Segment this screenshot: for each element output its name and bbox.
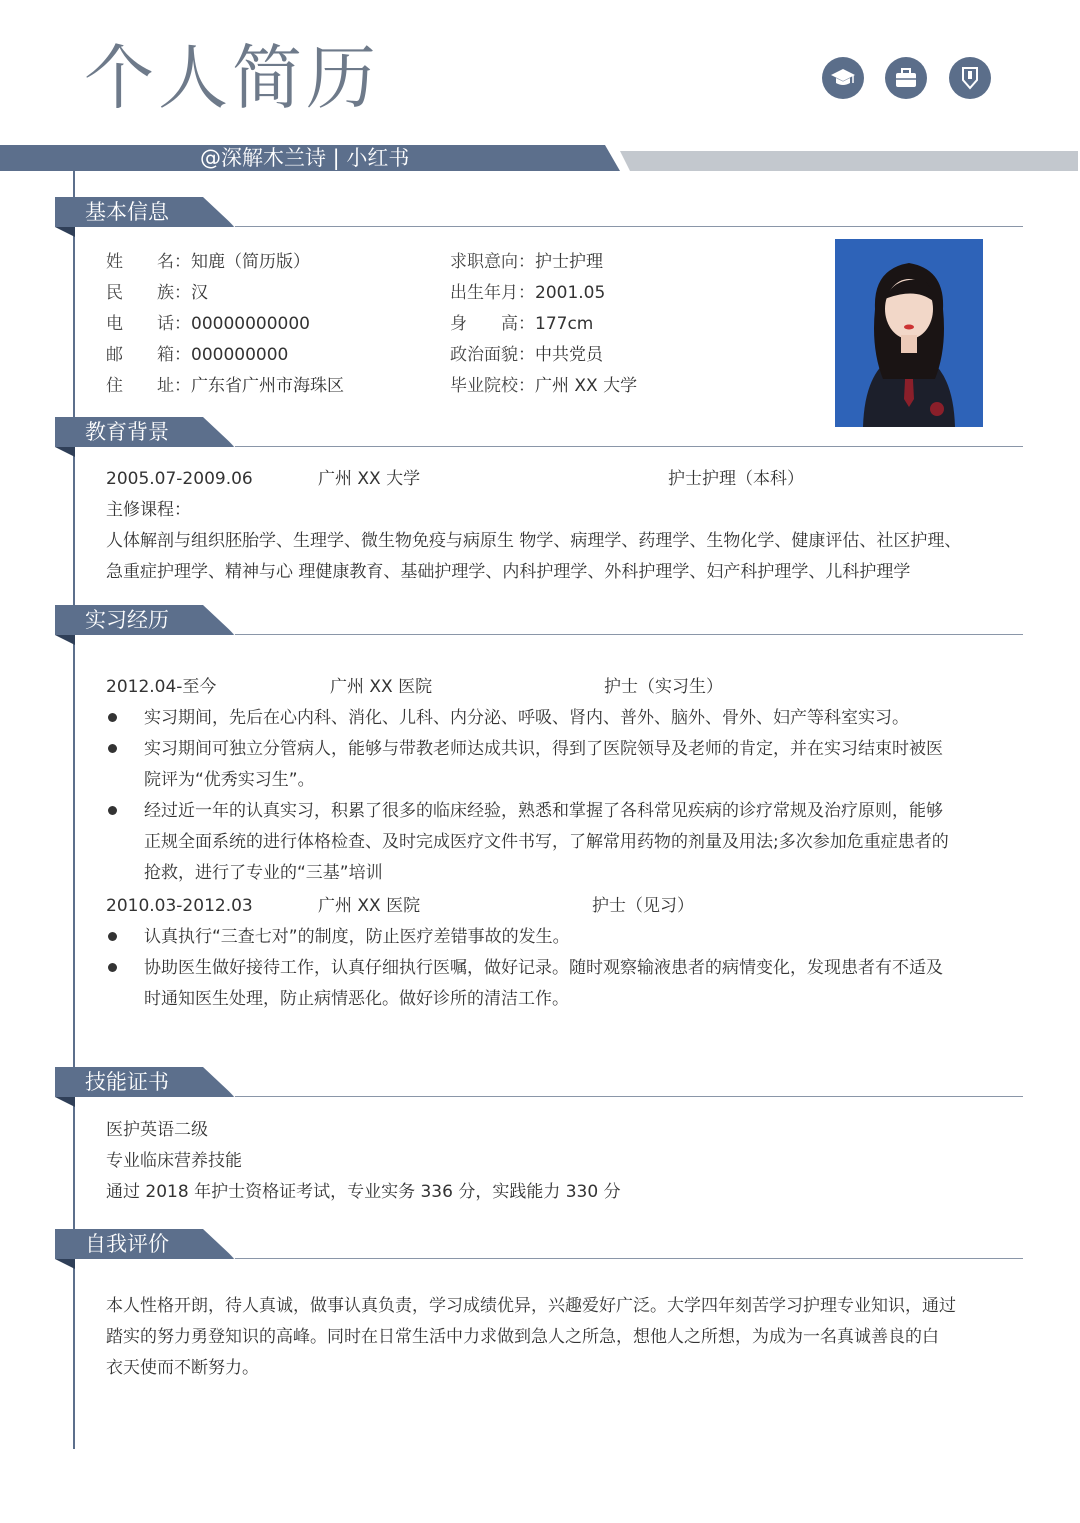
job1-period: 2012.04-至今 <box>106 677 217 697</box>
job1-bullet-1: 实习期间，先后在心内科、消化、儿科、内分泌、呼吸、肾内、普外、脑外、骨外、妇产等科室实习。 <box>144 708 909 728</box>
address-value: 广东省广州市海珠区 <box>191 376 344 396</box>
ethnicity-row: 民 族：汉 <box>106 283 208 303</box>
phone-value: 00000000000 <box>191 314 310 334</box>
phone-row: 电 话：00000000000 <box>106 314 310 334</box>
job2-place: 广州 XX 医院 <box>318 896 421 916</box>
self-eval-line: 踏实的努力勇登知识的高峰。同时在日常生活中力求做到急人之所急，想他人之所想，为成为一名真诚善良的白 <box>106 1327 939 1347</box>
job2-bullet-2: 协助医生做好接待工作，认真仔细执行医嘱，做好记录。随时观察输液患者的病情变化，发现患者有不适及 <box>144 958 943 978</box>
edu-major: 护士护理（本科） <box>668 469 804 489</box>
job1-bullet-2-cont: 院评为“优秀实习生”。 <box>144 770 315 790</box>
header-banner-light <box>620 151 1078 171</box>
courses-line: 急重症护理学、精神与心 理健康教育、基础护理学、内科护理学、外科护理学、妇产科护理学、儿科护理学 <box>106 562 911 582</box>
bullet-icon <box>108 932 117 941</box>
school-row: 毕业院校：广州 XX 大学 <box>450 376 638 396</box>
section-header-education <box>55 417 1023 457</box>
self-eval-line: 本人性格开朗，待人真诚，做事认真负责，学习成绩优异，兴趣爱好广泛。大学四年刻苦学习护理专业知识，通过 <box>106 1296 956 1316</box>
skill-item: 医护英语二级 <box>106 1120 208 1140</box>
profile-photo <box>835 239 983 427</box>
section-title: 教育背景 <box>85 420 169 444</box>
courses-line: 人体解剖与组织胚胎学、生理学、微生物免疫与病原生 物学、病理学、药理学、生物化学、健康评估、社区护理、 <box>106 531 962 551</box>
skill-item: 通过 2018 年护士资格证考试，专业实务 336 分，实践能力 330 分 <box>106 1182 621 1202</box>
school-value: 广州 XX 大学 <box>535 376 638 396</box>
email-row: 邮 箱：000000000 <box>106 345 289 365</box>
height-value: 177cm <box>535 314 594 334</box>
briefcase-icon <box>885 57 927 99</box>
job2-bullet-1: 认真执行“三查七对”的制度，防止医疗差错事故的发生。 <box>144 927 570 947</box>
job1-bullet-3-cont: 抢救，进行了专业的“三基”培训 <box>144 863 383 883</box>
job-row: 求职意向：护士护理 <box>450 252 603 272</box>
job1-role: 护士（实习生） <box>604 677 723 697</box>
job2-bullet-2-cont: 时通知医生处理，防止病情恶化。做好诊所的清洁工作。 <box>144 989 569 1009</box>
birth-row: 出生年月：2001.05 <box>450 283 606 303</box>
edu-school: 广州 XX 大学 <box>318 469 421 489</box>
job2-role: 护士（见习） <box>592 896 694 916</box>
skill-item: 专业临床营养技能 <box>106 1151 242 1171</box>
job1-bullet-3-cont: 正规全面系统的进行体格检查、及时完成医疗文件书写，了解常用药物的剂量及用法;多次参加危重症患者的 <box>144 832 949 852</box>
height-row: 身 高：177cm <box>450 314 594 334</box>
name-value: 知鹿（简历版） <box>191 252 310 272</box>
section-header-skills <box>55 1067 1023 1107</box>
ethnicity-value: 汉 <box>191 283 208 303</box>
section-title: 技能证书 <box>85 1070 169 1094</box>
author-handle: @深解木兰诗 | 小红书 <box>200 146 410 170</box>
birth-value: 2001.05 <box>535 283 606 303</box>
politics-value: 中共党员 <box>535 345 603 365</box>
job1-bullet-2: 实习期间可独立分管病人，能够与带教老师达成共识，得到了医院领导及老师的肯定，并在实习结束时被医 <box>144 739 943 759</box>
section-header-basic <box>55 197 1023 237</box>
bullet-icon <box>108 744 117 753</box>
graduation-cap-icon <box>822 57 864 99</box>
section-header-internship <box>55 605 1023 645</box>
name-row: 姓 名：知鹿（简历版） <box>106 252 310 272</box>
bullet-icon <box>108 806 117 815</box>
self-eval-line: 衣天使而不断努力。 <box>106 1358 259 1378</box>
address-row: 住 址：广东省广州市海珠区 <box>106 376 344 396</box>
bullet-icon <box>108 713 117 722</box>
section-title: 实习经历 <box>85 608 169 632</box>
edu-period: 2005.07-2009.06 <box>106 469 253 489</box>
job2-period: 2010.03-2012.03 <box>106 896 253 916</box>
bullet-icon <box>108 963 117 972</box>
courses-label: 主修课程： <box>106 500 191 520</box>
section-header-self <box>55 1229 1023 1269</box>
badge-icon <box>949 57 991 99</box>
page-title: 个人简历 <box>84 37 380 119</box>
job1-place: 广州 XX 医院 <box>330 677 433 697</box>
job-value: 护士护理 <box>535 252 603 272</box>
email-value: 000000000 <box>191 345 289 365</box>
job1-bullet-3: 经过近一年的认真实习，积累了很多的临床经验，熟悉和掌握了各科常见疾病的诊疗常规及治疗原则，能够 <box>144 801 943 821</box>
politics-row: 政治面貌：中共党员 <box>450 345 603 365</box>
section-title: 基本信息 <box>85 200 169 224</box>
section-title: 自我评价 <box>85 1232 169 1256</box>
